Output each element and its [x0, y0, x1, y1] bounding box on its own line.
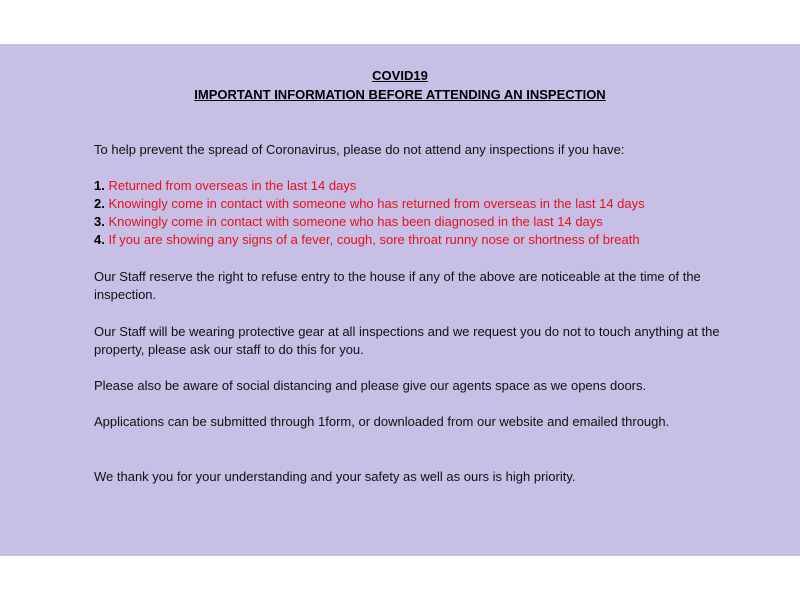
list-item [94, 213, 754, 231]
notice-title: COVID19 [372, 68, 428, 83]
list-item-text: If you are showing any signs of a fever, cough, sore throat runny nose or shortness of breath [108, 232, 640, 247]
intro-text: To help prevent the spread of Coronavirus, please do not attend any inspections if you have: [94, 142, 625, 157]
list-item-number: 4. [94, 232, 105, 247]
list-item [94, 177, 754, 195]
staff-entry-paragraph: Our Staff reserve the right to refuse entry to the house if any of the above are noticeable at the time of the inspection. [94, 269, 701, 302]
list-item-number: 2. [94, 196, 105, 211]
list-item-text: Returned from overseas in the last 14 days [108, 178, 357, 193]
social-distancing-paragraph: Please also be aware of social distancing and please give our agents space as we opens doors. [94, 378, 647, 393]
list-item-text: Knowingly come in contact with someone who has returned from overseas in the last 14 days [108, 196, 645, 211]
list-item-text: Knowingly come in contact with someone who has been diagnosed in the last 14 days [108, 214, 603, 229]
protective-gear-paragraph: Our Staff will be wearing protective gear at all inspections and we request you do not to touch anything at the property, please ask our staff to do this for you. [94, 324, 720, 357]
thank-you-paragraph: We thank you for your understanding and your safety as well as ours is high priority. [94, 469, 576, 484]
covid-notice-panel [0, 44, 800, 556]
list-item [94, 195, 754, 213]
applications-paragraph: Applications can be submitted through 1form, or downloaded from our website and emailed through. [94, 414, 670, 429]
list-item [94, 231, 754, 249]
list-item-number: 1. [94, 178, 105, 193]
notice-subtitle: IMPORTANT INFORMATION BEFORE ATTENDING AN INSPECTION [194, 87, 606, 102]
list-item-number: 3. [94, 214, 105, 229]
